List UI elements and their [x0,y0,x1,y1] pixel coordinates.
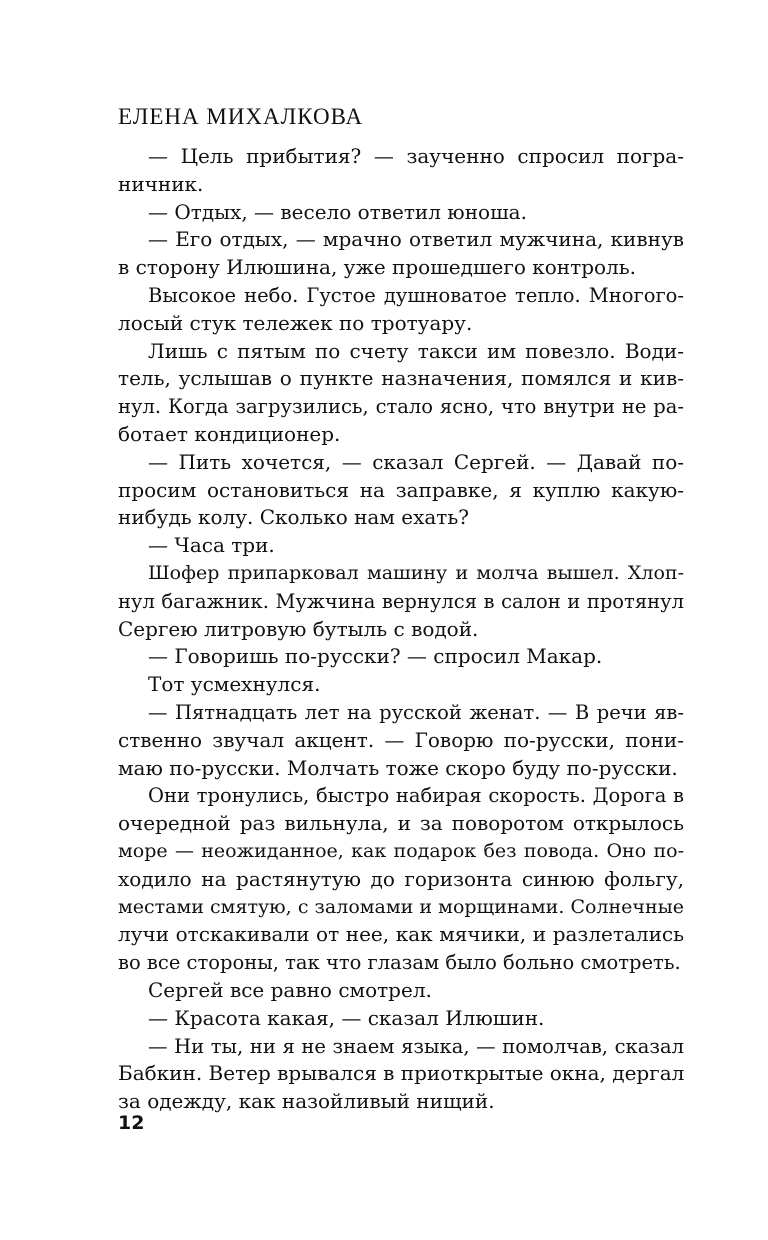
text-line: просим остановиться на заправке, я куплю какую- [118,477,684,502]
text-line: — Красота какая, — сказал Илюшин. [148,1005,545,1030]
text-line: — Говоришь по-русски? — спросил Макар. [148,644,603,669]
text-line: Сергей все равно смотрел. [148,977,432,1002]
text-line: Высокое небо. Густое душноватое тепло. Многого- [148,283,684,307]
text-line: — Ни ты, ни я не знаем языка, — помолчав, сказал [148,1034,684,1058]
body-text [118,143,684,1116]
text-line: нул багажник. Мужчина вернулся в салон и протянул [118,589,684,613]
text-line: за одежду, как назойливый нищий. [118,1089,495,1114]
text-line: — Цель прибытия? — заученно спросил погра- [148,144,684,168]
running-head-author: ЕЛЕНА МИХАЛКОВА [118,104,364,129]
text-line: Шофер припарковал машину и молча вышел. Хлоп- [148,561,684,584]
text-line: очередной раз вильнула, и за поворотом открылось [118,811,684,836]
text-line: местами смятую, с заломами и морщинами. Солнечные [118,895,684,918]
text-line: — Пятнадцать лет на русской женат. — В речи яв- [148,700,684,724]
text-line: — Отдых, — весело ответил юноша. [148,199,527,224]
text-line: ничник. [118,171,204,196]
text-line: Тот усмехнулся. [148,672,321,697]
text-line: Они тронулись, быстро набирая скорость. Дорога в [148,784,684,808]
text-line: маю по-русски. Молчать тоже скоро буду по-русски. [118,755,678,780]
text-line: ботает кондиционер. [118,421,341,446]
text-line: — Пить хочется, — сказал Сергей. — Давай по- [148,449,684,474]
text-line: Бабкин. Ветер врывался в приоткрытые окна, дергал [118,1061,685,1086]
text-line: Сергею литровую бутыль с водой. [118,616,479,641]
text-line: нибудь колу. Сколько нам ехать? [118,505,469,530]
text-line: во все стороны, так что глазам было больно смотреть. [118,951,681,975]
text-line: — Часа три. [148,533,275,558]
text-line: в сторону Илюшина, уже прошедшего контроль. [118,255,636,280]
text-line: Лишь с пятым по счету такси им повезло. Води- [148,338,684,363]
text-line: ственно звучал акцент. — Говорю по-русски, пони- [118,727,684,752]
text-line: ходило на растянутую до горизонта синюю фольгу, [118,866,684,891]
text-line: лучи отскакивали от нее, как мячики, и разлетались [118,922,684,947]
text-line: нул. Когда загрузились, стало ясно, что внутри не ра- [118,395,684,419]
text-line: лосый стук тележек по тротуару. [118,310,473,335]
text-line: море — неожиданное, как подарок без повода. Оно по- [118,839,684,862]
page-number: 12 [118,1112,145,1134]
text-line: — Его отдых, — мрачно ответил мужчина, кивнув [148,227,684,252]
text-line: тель, услышав о пункте назначения, помялся и кив- [118,366,684,391]
